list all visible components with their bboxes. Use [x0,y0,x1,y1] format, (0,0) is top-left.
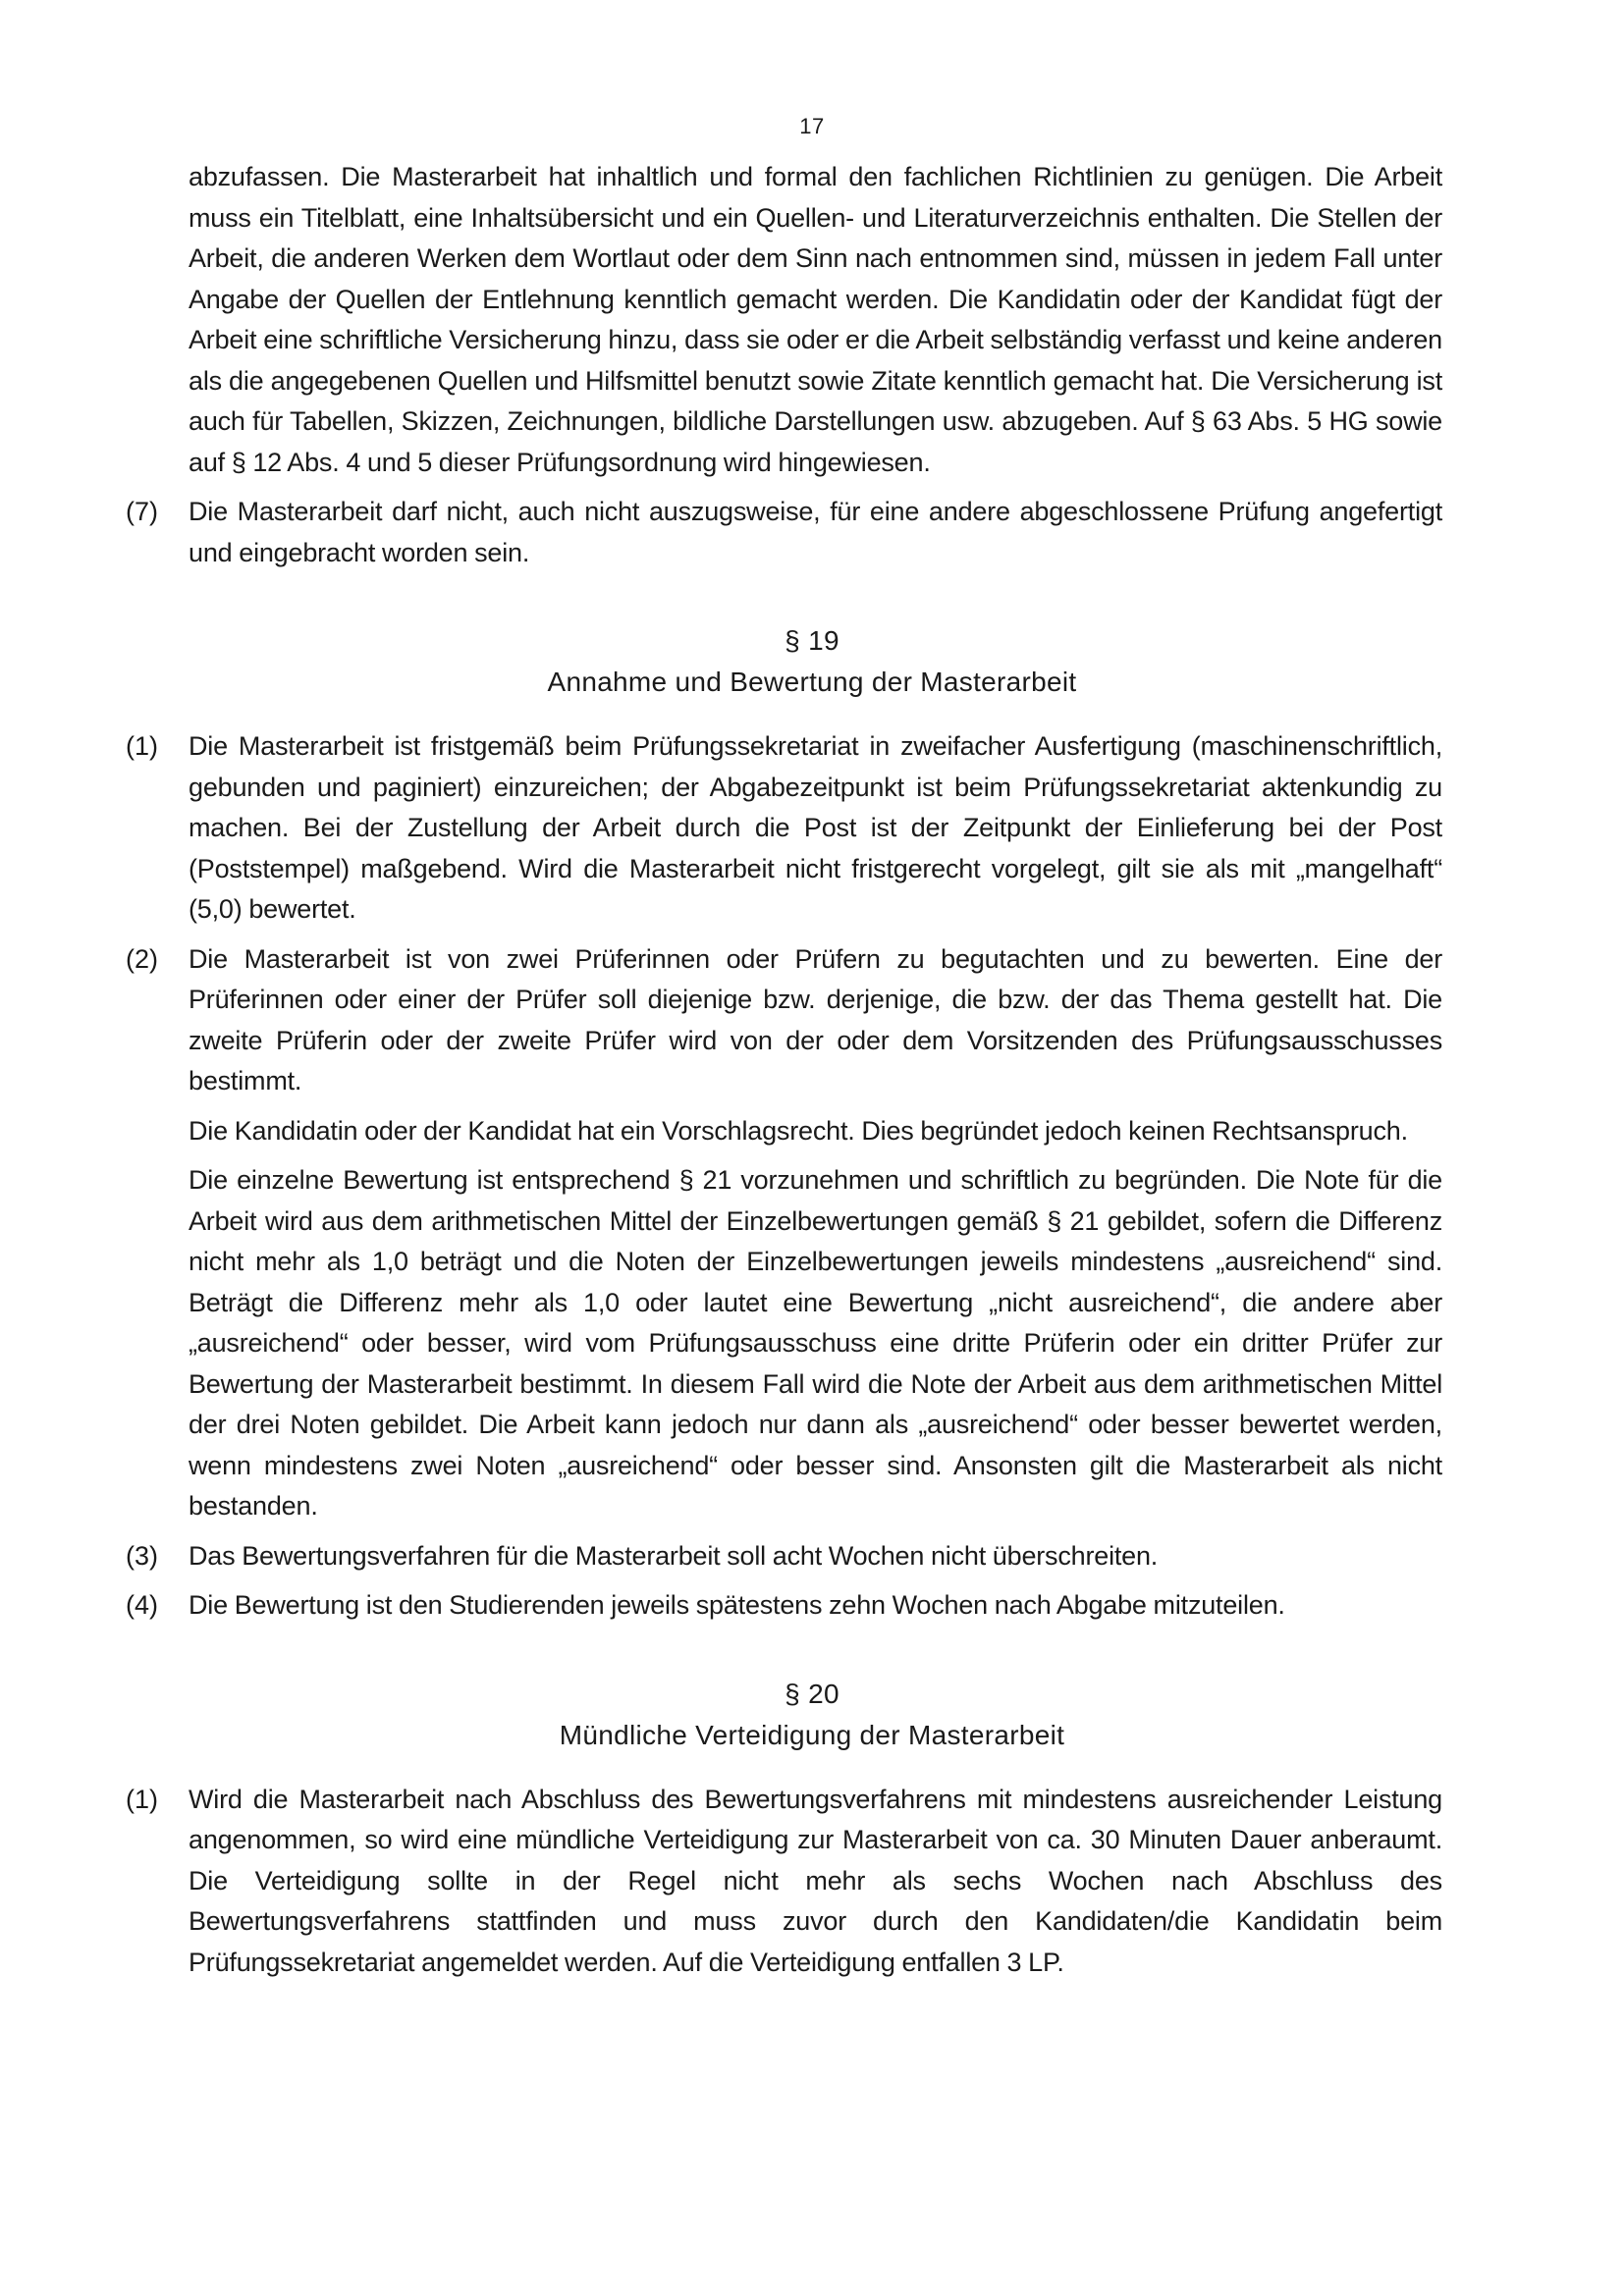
item-text: Die Masterarbeit ist fristgemäß beim Prüfungssekretariat in zweifacher Ausfertigung (maschinenschriftlich, gebunden und paginiert) einzureichen; der Abgabezeitpunkt ist beim Prüfungssekretariat aktenkundig zu machen. Bei der Zustellung der Arbeit durch die Post ist der Zeitpunkt der Einlieferung bei der Post (Poststempel) maßgebend. Wird die Masterarbeit nicht fristgerecht vorgelegt, gilt sie als mit „mangelhaft“ (5,0) bewertet. [189,731,1442,924]
list-item [126,492,1442,573]
item-subparagraph: Die einzelne Bewertung ist entsprechend § 21 vorzunehmen und schriftlich zu begründen. Die Note für die Arbeit wird aus dem arithmetischen Mittel der Einzelbewertungen gemäß § 21 gebildet, sofern die Differenz nicht mehr als 1,0 beträgt und die Noten der Einzelbewertungen jeweils mindestens „ausreichend“ sind. Beträgt die Differenz mehr als 1,0 oder lautet eine Bewertung „nicht ausreichend“, die andere aber „ausreichend“ oder besser, wird vom Prüfungsausschuss eine dritte Prüferin oder ein dritter Prüfer zur Bewertung der Masterarbeit bestimmt. In diesem Fall wird die Note der Arbeit aus dem arithmetischen Mittel der drei Noten gebildet. Die Arbeit kann jedoch nur dann als „ausreichend“ oder besser bewertet werden, wenn mindestens zwei Noten „ausreichend“ oder besser sind. Ansonsten gilt die Masterarbeit als nicht bestanden. [189,1165,1442,1521]
item-text: Die Bewertung ist den Studierenden jeweils spätestens zehn Wochen nach Abgabe mitzuteilen. [189,1590,1285,1620]
section-20-title: Mündliche Verteidigung der Masterarbeit [559,1719,1065,1750]
item-number: (1) [126,731,158,761]
item-number: (3) [126,1540,158,1571]
list-item [126,939,1442,1102]
list-item [126,1536,1442,1577]
intro-paragraph: abzufassen. Die Masterarbeit hat inhaltlich und formal den fachlichen Richtlinien zu genügen. Die Arbeit muss ein Titelblatt, eine Inhaltsübersicht und ein Quellen- und Literaturverzeichnis enthalten. Die Stellen der Arbeit, die anderen Werken dem Wortlaut oder dem Sinn nach entnommen sind, müssen in jedem Fall unter Angabe der Quellen der Entlehnung kenntlich gemacht werden. Die Kandidatin oder der Kandidat fügt der Arbeit eine schriftliche Versicherung hinzu, dass sie oder er die Arbeit selbständig verfasst und keine anderen als die angegebenen Quellen und Hilfsmittel benutzt sowie Zitate kenntlich gemacht hat. Die Versicherung ist auch für Tabellen, Skizzen, Zeichnungen, bildliche Darstellungen usw. abzugeben. Auf § 63 Abs. 5 HG sowie auf § 12 Abs. 4 und 5 dieser Prüfungsordnung wird hingewiesen. [189,162,1442,477]
list-item [126,726,1442,931]
section-19-title: Annahme und Bewertung der Masterarbeit [547,667,1077,697]
item-text: Die Masterarbeit ist von zwei Prüferinnen oder Prüfern zu begutachten und zu bewerten. Eine der Prüferinnen oder einer der Prüfer soll diejenige bzw. derjenige, die bzw. der das Thema gestellt hat. Die zweite Prüferin oder der zweite Prüfer wird von der oder dem Vorsitzenden des Prüfungsausschusses bestimmt. [189,943,1442,1095]
item-text: Die Masterarbeit darf nicht, auch nicht auszugsweise, für eine andere abgeschlossene Prüfung angefertigt und eingebracht worden sein. [189,497,1442,567]
document-body [126,157,1442,1983]
item-number: (4) [126,1590,158,1620]
list-item [126,1585,1442,1627]
list-item [126,1780,1442,1984]
item-number: (7) [126,497,158,526]
item-text: Das Bewertungsverfahren für die Masterarbeit soll acht Wochen nicht überschreiten. [189,1540,1159,1571]
page-number: 17 [799,114,825,138]
section-19-number: § 19 [785,625,839,656]
section-20-number: § 20 [785,1678,839,1709]
item-number: (2) [126,943,158,974]
item-subparagraph: Die Kandidatin oder der Kandidat hat ein Vorschlagsrecht. Dies begründet jedoch keinen Rechtsanspruch. [189,1115,1408,1146]
item-number: (1) [126,1784,158,1814]
item-text: Wird die Masterarbeit nach Abschluss des Bewertungsverfahrens mit mindestens ausreichender Leistung angenommen, so wird eine mündliche Verteidigung zur Masterarbeit von ca. 30 Minuten Dauer anberaumt. Die Verteidigung sollte in der Regel nicht mehr als sechs Wochen nach Abschluss des Bewertungsverfahrens stattfinden und muss zuvor durch den Kandidaten/die Kandidatin beim Prüfungssekretariat angemeldet werden. Auf die Verteidigung entfallen 3 LP. [189,1784,1442,1977]
